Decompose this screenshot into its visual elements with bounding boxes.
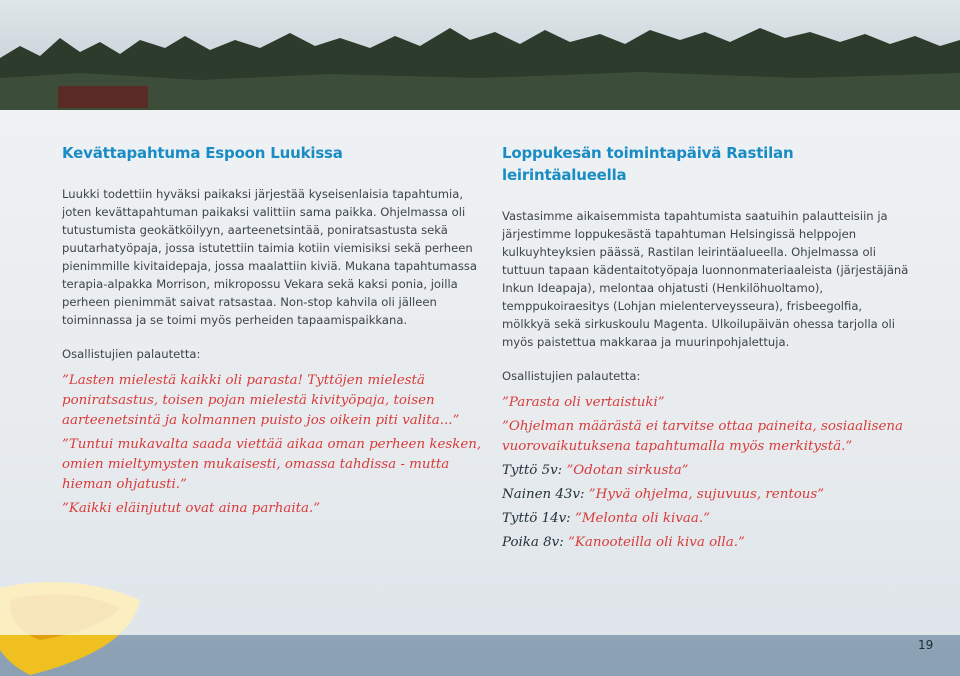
attributed-quote	[502, 485, 914, 505]
left-column	[62, 142, 482, 523]
left-feedback-label: Osallistujien palautetta:	[62, 347, 201, 361]
quote: ”Parasta oli vertaistuki”	[502, 395, 665, 410]
quote-author: Tyttö 5v:	[502, 463, 563, 478]
left-quotes	[62, 371, 482, 519]
right-body-paragraph: Vastasimme aikaisemmista tapahtumista saatuihin palautteisiin ja järjestimme loppukesästä tapahtuman Helsingissä helppojen kulkuyhteyksien päässä, Rastilan leirintäalueella. Ohjelmassa oli tuttuun tapaan kädentaitotyöpaja luonnonmateriaaleista (järjestäjänä Inkun Ideapaja), melontaa ohjatusti (Henkilöhuoltamo), temppukoiraesitys (Lohjan mielenterveysseura), frisbeegolfia, mölkkyä sekä sirkuskoulu Magenta. Ulkoilupäivän ohessa tarjolla oli myös paistettua makkaraa ja muurinpohjalettuja.	[502, 209, 909, 349]
quote-text: ”Odotan sirkusta”	[566, 463, 689, 478]
quote: ”Ohjelman määrästä ei tarvitse ottaa paineita, sosiaalisena vuorovaikutuksena tapahtumalla myös merkitystä.”	[502, 419, 904, 454]
page-number: 19	[918, 638, 934, 652]
attributed-quote	[502, 461, 914, 481]
attributed-quote	[502, 533, 914, 553]
treeline	[0, 18, 960, 118]
quote: ”Lasten mielestä kaikki oli parasta! Tyttöjen mielestä poniratsastus, toisen pojan mielestä kivityöpaja, toisen aarteenetsintä ja kolmannen puisto jos oikein piti valita...”	[62, 373, 460, 428]
quote-text: ”Melonta oli kivaa.”	[574, 511, 710, 526]
right-quotes	[502, 393, 914, 553]
quote: ”Kaikki eläinjutut ovat aina parhaita.”	[62, 501, 321, 516]
right-body	[502, 207, 914, 351]
quote-text: ”Kanooteilla oli kiva olla.”	[568, 535, 745, 550]
right-feedback-label: Osallistujien palautetta:	[502, 369, 641, 383]
right-heading: Loppukesän toimintapäivä Rastilan leirintäalueella	[502, 144, 794, 184]
quote-text: ”Hyvä ohjelma, sujuvuus, rentous”	[588, 487, 825, 502]
left-body	[62, 185, 482, 329]
left-body-paragraph: Luukki todettiin hyväksi paikaksi järjestää kyseisenlaisia tapahtumia, joten kevättapahtuman paikaksi valittiin sama paikka. Ohjelmassa oli tutustumista geokätköilyyn, aarteenetsintää, poniratsastusta sekä puutarhatyöpaja, jossa istutettiin taimia kotiin viemisiksi sekä perheen pienimmille kivitaidepaja, jossa maalattiin kiviä. Mukana tapahtumassa terapia-alpakka Morrison, mikropossu Vekara sekä kaksi ponia, joilla perheen pienimmät saivat ratsastaa. Non-stop kahvila oli jälleen toiminnassa ja se toimi myös perheiden tapaamispaikkana.	[62, 187, 478, 327]
quote-author: Nainen 43v:	[502, 487, 585, 502]
left-heading: Kevättapahtuma Espoon Luukissa	[62, 144, 343, 162]
quote: ”Tuntui mukavalta saada viettää aikaa oman perheen kesken, omien mieltymysten mukaisesti, omassa tahdissa - mutta hieman ohjatusti.”	[62, 437, 482, 492]
attributed-quote	[502, 509, 914, 529]
right-column	[502, 142, 914, 557]
quote-author: Tyttö 14v:	[502, 511, 571, 526]
quote-author: Poika 8v:	[502, 535, 564, 550]
